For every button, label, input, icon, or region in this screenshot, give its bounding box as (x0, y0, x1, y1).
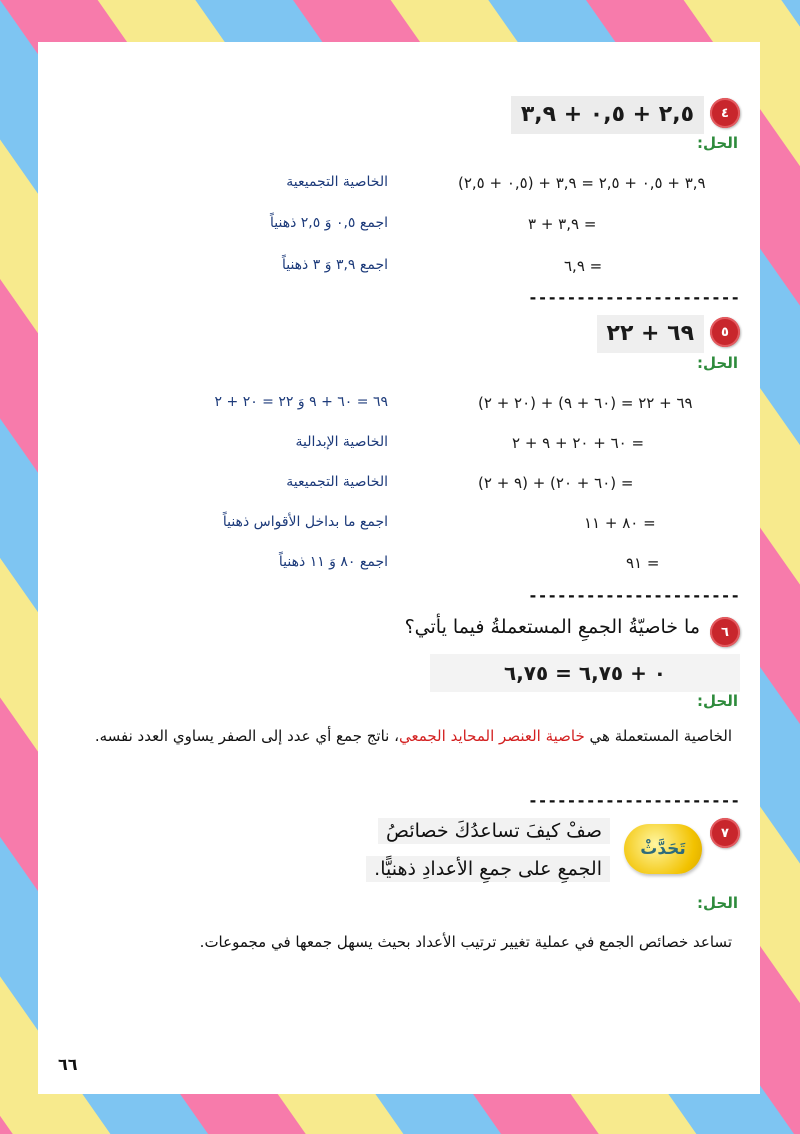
worksheet-page (38, 42, 760, 1094)
q5-step-3-equation: = (٦٠ + ٢٠) + (٩ + ٢) (478, 474, 634, 492)
section-divider: ---------------------- (528, 288, 740, 307)
q6-answer (42, 716, 732, 756)
q4-step-3-note: اجمع ٣,٩ وَ ٣ ذهنياً (281, 257, 388, 273)
q4-step-3-equation: = ٦,٩ (564, 257, 603, 275)
solution-label: الحل: (697, 894, 738, 912)
q7-question-line-1: صفْ كيفَ تساعدُكَ خصائصُ (378, 818, 610, 844)
q6-question: ما خاصيّةُ الجمعِ المستعملةُ فيما يأتي؟ (404, 616, 700, 638)
q5-step-2-note: الخاصية الإبدالية (295, 434, 388, 450)
section-divider: ---------------------- (528, 586, 740, 605)
section-divider: ---------------------- (528, 791, 740, 810)
q6-answer-start: الخاصية المستعملة هي (584, 727, 732, 745)
q4-expression: ٢,٥ + ٠,٥ + ٣,٩ (511, 96, 704, 134)
q5-step-4-equation: = ٨٠ + ١١ (584, 514, 656, 532)
q5-expression: ٦٩ + ٢٢ (597, 315, 704, 353)
question-number-badge: ٧ (710, 818, 740, 848)
q4-step-1-note: الخاصية التجميعية (286, 174, 388, 190)
q4-step-2-equation: = ٣,٩ + ٣ (528, 215, 597, 233)
q5-step-5-equation: = ٩١ (626, 554, 660, 572)
question-number-badge: ٤ (710, 98, 740, 128)
q7-answer: تساعد خصائص الجمع في عملية تغيير ترتيب الأعداد بحيث يسهل جمعها في مجموعات. (199, 933, 732, 951)
question-number-badge: ٦ (710, 617, 740, 647)
q6-expression: ٠ + ٦,٧٥ = ٦,٧٥ (430, 654, 740, 692)
speech-bubble-icon (624, 824, 702, 874)
q5-step-3-note: الخاصية التجميعية (286, 474, 388, 490)
solution-label: الحل: (697, 134, 738, 152)
question-number-badge: ٥ (710, 317, 740, 347)
page-number: ٦٦ (58, 1055, 78, 1074)
q5-step-1-equation: ٦٩ + ٢٢ = (٦٠ + ٩) + (٢٠ + ٢) (478, 394, 693, 412)
q5-step-4-note: اجمع ما بداخل الأقواس ذهنياً (222, 514, 388, 530)
q4-step-2-note: اجمع ٠,٥ وَ ٢,٥ ذهنياً (269, 215, 388, 231)
q6-answer-end: ، ناتج جمع أي عدد إلى الصفر يساوي العدد نفسه. (94, 727, 399, 745)
solution-label: الحل: (697, 354, 738, 372)
q4-step-1-equation: ٣,٩ + ٠,٥ + ٢,٥ = ٣,٩ + (٠,٥ + ٢,٥) (458, 174, 706, 192)
talk-label: تَحَدَّثْ (640, 839, 686, 859)
q6-answer-highlight: خاصية العنصر المحايد الجمعي (398, 727, 585, 745)
q5-step-2-equation: = ٦٠ + ٢٠ + ٩ + ٢ (512, 434, 645, 452)
solution-label: الحل: (697, 692, 738, 710)
q5-step-1-note: ٦٩ = ٦٠ + ٩ وَ ٢٢ = ٢٠ + ٢ (214, 394, 388, 410)
q7-question-line-2: الجمعِ على جمعِ الأعدادِ ذهنيًّا. (366, 856, 610, 882)
q5-step-5-note: اجمع ٨٠ وَ ١١ ذهنياً (278, 554, 388, 570)
